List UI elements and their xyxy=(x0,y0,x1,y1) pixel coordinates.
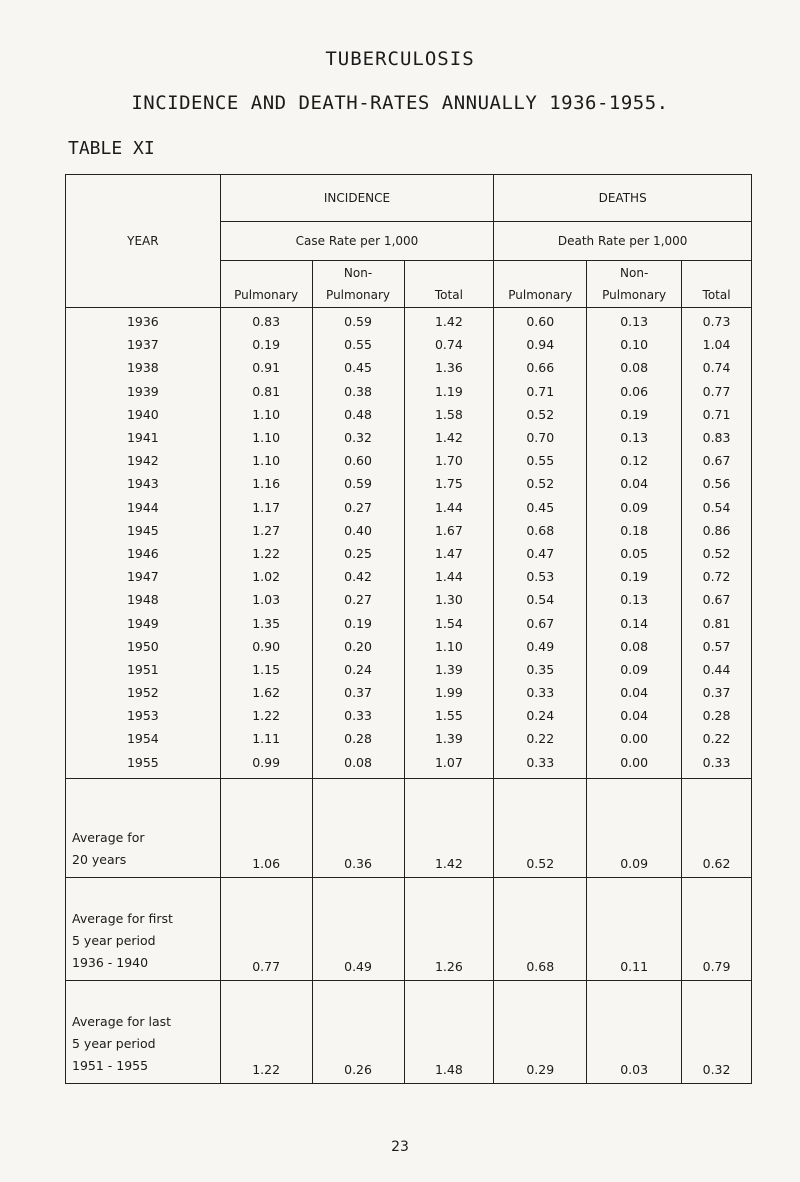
table-cell: 0.86 xyxy=(682,519,752,542)
table-cell: 1.27 xyxy=(220,519,312,542)
table-row xyxy=(66,681,752,704)
table-cell: 1.99 xyxy=(404,681,494,704)
year-cell: 1950 xyxy=(66,635,221,658)
year-cell: 1954 xyxy=(66,727,221,750)
year-cell: 1945 xyxy=(66,519,221,542)
table-cell: 0.70 xyxy=(494,426,587,449)
table-cell: 0.59 xyxy=(312,472,404,495)
table-cell: 0.27 xyxy=(312,588,404,611)
table-cell: 0.83 xyxy=(682,426,752,449)
average-value: 0.32 xyxy=(682,980,752,1083)
deaths-pulmonary-header: Pulmonary xyxy=(494,261,587,308)
table-cell: 1.62 xyxy=(220,681,312,704)
table-cell: 0.53 xyxy=(494,565,587,588)
table-cell: 0.33 xyxy=(494,681,587,704)
table-cell: 0.74 xyxy=(682,356,752,379)
average-label-line: 1936 - 1940 xyxy=(72,954,149,970)
page-number: 23 xyxy=(391,1139,409,1155)
incidence-pulmonary-header: Pulmonary xyxy=(220,261,312,308)
average-value: 0.03 xyxy=(587,980,682,1083)
table-cell: 0.54 xyxy=(682,496,752,519)
table-cell: 0.19 xyxy=(587,403,682,426)
average-value: 0.11 xyxy=(587,877,682,980)
table-row xyxy=(66,588,752,611)
table-cell: 1.10 xyxy=(220,449,312,472)
average-label-line: 20 years xyxy=(72,851,127,867)
table-row xyxy=(66,727,752,750)
table-cell: 0.81 xyxy=(220,380,312,403)
table-cell: 0.37 xyxy=(312,681,404,704)
average-value: 1.06 xyxy=(220,778,312,877)
table-cell: 0.19 xyxy=(312,611,404,634)
incidence-non-pulmonary-header: Non- Pulmonary xyxy=(312,261,404,308)
table-cell: 0.20 xyxy=(312,635,404,658)
table-cell: 0.28 xyxy=(682,704,752,727)
average-label-line: Average for xyxy=(72,829,145,845)
average-label-line: 5 year period xyxy=(72,1035,156,1051)
table-cell: 0.27 xyxy=(312,496,404,519)
table-row xyxy=(66,635,752,658)
document-subtitle: INCIDENCE AND DEATH-RATES ANNUALLY 1936-1955. xyxy=(131,92,669,114)
table-cell: 0.13 xyxy=(587,588,682,611)
year-cell: 1941 xyxy=(66,426,221,449)
year-cell: 1938 xyxy=(66,356,221,379)
table-cell: 1.42 xyxy=(404,308,494,334)
average-value: 1.48 xyxy=(404,980,494,1083)
table-cell: 0.13 xyxy=(587,308,682,334)
year-cell: 1947 xyxy=(66,565,221,588)
year-cell: 1942 xyxy=(66,449,221,472)
average-label xyxy=(66,877,221,980)
year-cell: 1944 xyxy=(66,496,221,519)
table-cell: 0.24 xyxy=(312,658,404,681)
table-cell: 1.22 xyxy=(220,704,312,727)
table-cell: 0.77 xyxy=(682,380,752,403)
average-label xyxy=(66,980,221,1083)
table-cell: 0.54 xyxy=(494,588,587,611)
table-cell: 1.11 xyxy=(220,727,312,750)
table-cell: 1.36 xyxy=(404,356,494,379)
average-value: 0.09 xyxy=(587,778,682,877)
table-cell: 0.72 xyxy=(682,565,752,588)
table-cell: 0.33 xyxy=(312,704,404,727)
table-cell: 1.39 xyxy=(404,658,494,681)
table-cell: 1.54 xyxy=(404,611,494,634)
average-value: 1.26 xyxy=(404,877,494,980)
table-row xyxy=(66,449,752,472)
average-value: 0.68 xyxy=(494,877,587,980)
average-value: 1.42 xyxy=(404,778,494,877)
table-cell: 0.08 xyxy=(312,751,404,779)
table-cell: 0.94 xyxy=(494,333,587,356)
table-cell: 1.16 xyxy=(220,472,312,495)
year-cell: 1936 xyxy=(66,308,221,334)
table-cell: 0.19 xyxy=(220,333,312,356)
table-cell: 1.44 xyxy=(404,565,494,588)
table-cell: 0.35 xyxy=(494,658,587,681)
average-value: 0.62 xyxy=(682,778,752,877)
table-row xyxy=(66,519,752,542)
year-cell: 1946 xyxy=(66,542,221,565)
table-cell: 1.39 xyxy=(404,727,494,750)
average-label-line: Average for first xyxy=(72,910,173,926)
table-row xyxy=(66,542,752,565)
table-cell: 0.60 xyxy=(312,449,404,472)
table-cell: 1.07 xyxy=(404,751,494,779)
table-cell: 0.67 xyxy=(494,611,587,634)
table-row xyxy=(66,356,752,379)
table-cell: 0.14 xyxy=(587,611,682,634)
average-value: 0.52 xyxy=(494,778,587,877)
table-cell: 1.30 xyxy=(404,588,494,611)
table-row xyxy=(66,565,752,588)
table-cell: 0.04 xyxy=(587,704,682,727)
table-cell: 0.71 xyxy=(494,380,587,403)
table-cell: 1.17 xyxy=(220,496,312,519)
table-cell: 0.37 xyxy=(682,681,752,704)
table-row xyxy=(66,333,752,356)
table-cell: 0.19 xyxy=(587,565,682,588)
year-cell: 1949 xyxy=(66,611,221,634)
average-value: 0.36 xyxy=(312,778,404,877)
average-value: 0.77 xyxy=(220,877,312,980)
table-cell: 1.04 xyxy=(682,333,752,356)
table-cell: 0.81 xyxy=(682,611,752,634)
table-cell: 0.49 xyxy=(494,635,587,658)
table-cell: 1.58 xyxy=(404,403,494,426)
table-cell: 0.33 xyxy=(494,751,587,779)
table-cell: 0.67 xyxy=(682,588,752,611)
table-row xyxy=(66,611,752,634)
table-label: TABLE XI xyxy=(68,138,155,159)
average-label-line: Average for last xyxy=(72,1013,172,1029)
average-row xyxy=(66,778,752,877)
table-cell: 0.52 xyxy=(682,542,752,565)
year-cell: 1952 xyxy=(66,681,221,704)
year-cell: 1940 xyxy=(66,403,221,426)
table-cell: 1.70 xyxy=(404,449,494,472)
table-cell: 1.10 xyxy=(404,635,494,658)
table-cell: 1.10 xyxy=(220,403,312,426)
table-cell: 0.24 xyxy=(494,704,587,727)
table-cell: 0.42 xyxy=(312,565,404,588)
table-cell: 0.12 xyxy=(587,449,682,472)
average-label xyxy=(66,778,221,877)
table-cell: 0.00 xyxy=(587,751,682,779)
table-cell: 0.04 xyxy=(587,681,682,704)
table-cell: 0.59 xyxy=(312,308,404,334)
table-row xyxy=(66,751,752,779)
table-cell: 1.42 xyxy=(404,426,494,449)
table-cell: 1.19 xyxy=(404,380,494,403)
table-cell: 0.57 xyxy=(682,635,752,658)
average-value: 0.26 xyxy=(312,980,404,1083)
table-cell: 0.48 xyxy=(312,403,404,426)
year-cell: 1943 xyxy=(66,472,221,495)
year-cell: 1937 xyxy=(66,333,221,356)
table-cell: 0.66 xyxy=(494,356,587,379)
case-rate-header: Case Rate per 1,000 xyxy=(220,222,494,261)
incidence-total-header: Total xyxy=(404,261,494,308)
year-cell: 1955 xyxy=(66,751,221,779)
table-cell: 1.03 xyxy=(220,588,312,611)
average-row xyxy=(66,877,752,980)
table-cell: 1.35 xyxy=(220,611,312,634)
table-cell: 0.05 xyxy=(587,542,682,565)
table-cell: 0.00 xyxy=(587,727,682,750)
table-cell: 0.33 xyxy=(682,751,752,779)
average-row xyxy=(66,980,752,1083)
table-cell: 1.10 xyxy=(220,426,312,449)
deaths-non-pulmonary-header: Non- Pulmonary xyxy=(587,261,682,308)
table-cell: 0.08 xyxy=(587,356,682,379)
table-cell: 0.68 xyxy=(494,519,587,542)
table-cell: 0.56 xyxy=(682,472,752,495)
table-cell: 0.09 xyxy=(587,496,682,519)
tuberculosis-table xyxy=(65,174,752,1084)
table-cell: 0.13 xyxy=(587,426,682,449)
table-cell: 0.47 xyxy=(494,542,587,565)
table-cell: 0.09 xyxy=(587,658,682,681)
year-cell: 1939 xyxy=(66,380,221,403)
table-cell: 0.04 xyxy=(587,472,682,495)
table-row xyxy=(66,308,752,334)
table-cell: 0.22 xyxy=(494,727,587,750)
table-cell: 1.15 xyxy=(220,658,312,681)
table-row xyxy=(66,658,752,681)
table-row xyxy=(66,472,752,495)
table-cell: 1.44 xyxy=(404,496,494,519)
deaths-header: DEATHS xyxy=(494,175,752,222)
table-cell: 0.18 xyxy=(587,519,682,542)
table-cell: 0.10 xyxy=(587,333,682,356)
table-cell: 0.38 xyxy=(312,380,404,403)
incidence-header: INCIDENCE xyxy=(220,175,494,222)
year-header: YEAR xyxy=(66,175,221,308)
average-label-line: 1951 - 1955 xyxy=(72,1057,149,1073)
table-cell: 0.52 xyxy=(494,403,587,426)
table-cell: 0.67 xyxy=(682,449,752,472)
deaths-total-header: Total xyxy=(682,261,752,308)
table-cell: 0.74 xyxy=(404,333,494,356)
table-cell: 1.75 xyxy=(404,472,494,495)
average-value: 1.22 xyxy=(220,980,312,1083)
table-row xyxy=(66,704,752,727)
table-cell: 0.55 xyxy=(312,333,404,356)
table-cell: 0.60 xyxy=(494,308,587,334)
table-cell: 0.08 xyxy=(587,635,682,658)
table-cell: 0.32 xyxy=(312,426,404,449)
table-cell: 1.22 xyxy=(220,542,312,565)
table-cell: 0.73 xyxy=(682,308,752,334)
table-cell: 1.02 xyxy=(220,565,312,588)
table-cell: 0.71 xyxy=(682,403,752,426)
average-label-line: 5 year period xyxy=(72,932,156,948)
table-cell: 0.06 xyxy=(587,380,682,403)
average-value: 0.79 xyxy=(682,877,752,980)
average-value: 0.29 xyxy=(494,980,587,1083)
table-cell: 0.45 xyxy=(312,356,404,379)
table-row xyxy=(66,426,752,449)
table-cell: 0.25 xyxy=(312,542,404,565)
table-cell: 0.52 xyxy=(494,472,587,495)
table-cell: 0.44 xyxy=(682,658,752,681)
table-cell: 1.55 xyxy=(404,704,494,727)
table-cell: 0.28 xyxy=(312,727,404,750)
table-cell: 1.47 xyxy=(404,542,494,565)
document-title: TUBERCULOSIS xyxy=(325,48,475,70)
table-cell: 0.90 xyxy=(220,635,312,658)
table-row xyxy=(66,403,752,426)
table-cell: 0.40 xyxy=(312,519,404,542)
table-cell: 0.91 xyxy=(220,356,312,379)
table-cell: 0.83 xyxy=(220,308,312,334)
year-cell: 1953 xyxy=(66,704,221,727)
table-cell: 1.67 xyxy=(404,519,494,542)
table-cell: 0.99 xyxy=(220,751,312,779)
table-row xyxy=(66,496,752,519)
table-cell: 0.55 xyxy=(494,449,587,472)
year-cell: 1948 xyxy=(66,588,221,611)
year-cell: 1951 xyxy=(66,658,221,681)
table-cell: 0.22 xyxy=(682,727,752,750)
table-cell: 0.45 xyxy=(494,496,587,519)
death-rate-header: Death Rate per 1,000 xyxy=(494,222,752,261)
average-value: 0.49 xyxy=(312,877,404,980)
table-row xyxy=(66,380,752,403)
